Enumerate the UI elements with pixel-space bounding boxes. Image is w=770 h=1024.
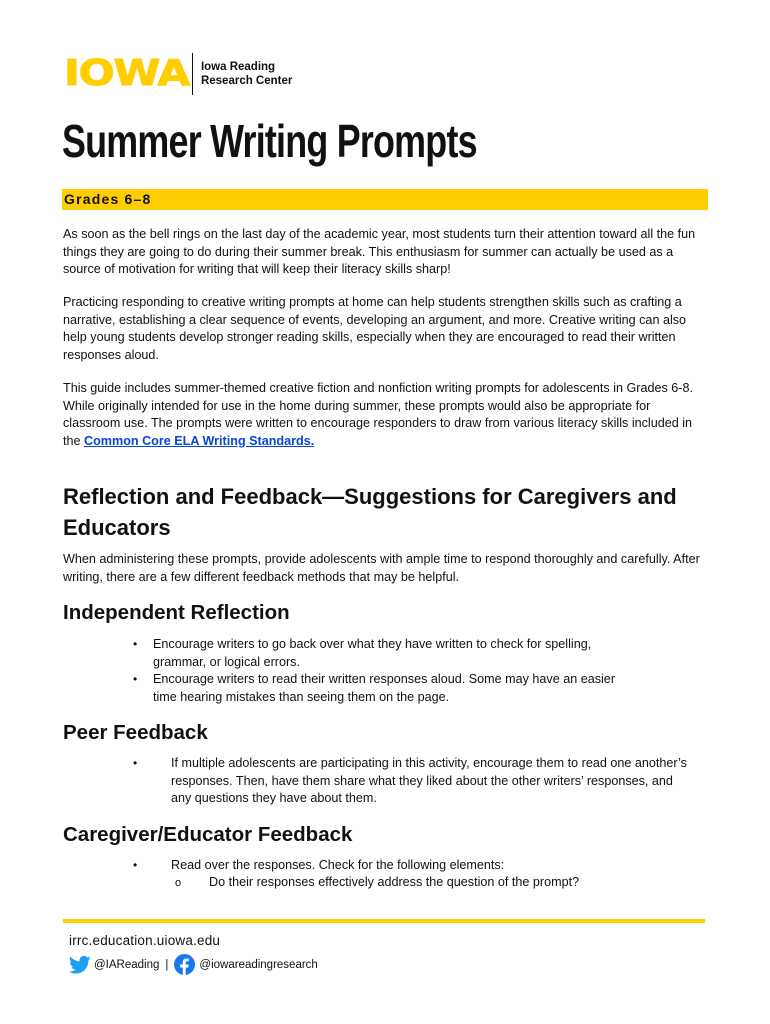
list-item-text: Encourage writers to go back over what they have written to check for spelling, grammar, or logical errors. [153,637,592,669]
intro-paragraph-3 [63,380,709,450]
logo-divider [192,53,193,95]
twitter-icon [69,955,91,975]
sub-list-item [175,874,579,893]
facebook-icon [174,954,195,975]
list-item [133,636,633,671]
list-item-text: If multiple adolescents are participating in this activity, encourage them to read one another’s responses. Then, have them share what they liked about the other writers’ responses, and any questions they have about them. [171,756,687,805]
logo-subtitle-line2: Research Center [200,75,293,87]
iowa-reading-research-center-logo [64,52,292,96]
caregiver-feedback-heading: Caregiver/Educator Feedback [63,823,353,846]
common-core-standards-link[interactable]: Common Core ELA Writing Standards. [84,433,315,448]
logo-subtitle [201,60,292,88]
bullet-icon: • [133,858,138,872]
list-item [133,671,633,706]
caregiver-feedback-list [133,857,693,875]
intro-paragraph-2: Practicing responding to creative writing prompts at home can help students strengthen skills such as crafting a narrative, establishing a clear sequence of events, developing an argument, and more. Creative writing can also help young students develop stronger reading skills, especially when they are encouraged to read their written responses aloud. [63,295,687,362]
bullet-icon: • [133,637,138,651]
reflection-heading: Reflection and Feedback—Suggestions for Caregivers and Educators [63,484,677,540]
circle-bullet-icon: o [175,877,182,889]
logo-subtitle-line1: Iowa Reading [200,61,276,73]
peer-feedback-list [133,755,693,808]
grade-banner: Grades 6–8 [62,189,708,210]
twitter-handle[interactable]: @IAReading [94,958,160,971]
reflection-paragraph: When administering these prompts, provide adolescents with ample time to respond thoroughly and carefully. After writing, there are a few different feedback methods that may be helpful. [63,552,700,584]
page-title: Summer Writing Prompts [62,115,477,167]
intro-paragraph-1: As soon as the bell rings on the last day of the academic year, most students turn their attention toward all the fun things they are going to do during their summer break. This enthusiasm for summer can actually be used as a source of motivation for writing that will keep their literacy skills sharp! [63,227,696,276]
facebook-handle[interactable]: @iowareadingresearch [199,958,318,971]
intro-paragraph-3-text: This guide includes summer-themed creative fiction and nonfiction writing prompts for adolescents in Grades 6-8. While originally intended for use in the home during summer, these prompts would also be appropriate for classroom use. The prompts were written to encourage responders to draw from various literacy skills included in the [63,381,693,448]
independent-reflection-heading: Independent Reflection [63,601,290,624]
sub-list-item-text: Do their responses effectively address the question of the prompt? [209,875,580,889]
peer-feedback-heading: Peer Feedback [63,721,208,744]
bullet-icon: • [133,672,138,686]
list-item [133,857,693,875]
independent-reflection-list [133,636,633,706]
footer-website: irrc.education.uiowa.edu [69,933,221,948]
list-item [133,755,693,808]
bullet-icon: • [133,756,138,770]
list-item-text: Encourage writers to read their written responses aloud. Some may have an easier time hearing mistakes than seeing them on the page. [153,672,616,704]
footer-divider [63,919,705,923]
list-item-text: Read over the responses. Check for the following elements: [171,858,505,872]
footer-social [69,954,318,975]
social-separator: | [165,958,169,971]
logo-wordmark: IOWA [64,53,190,94]
